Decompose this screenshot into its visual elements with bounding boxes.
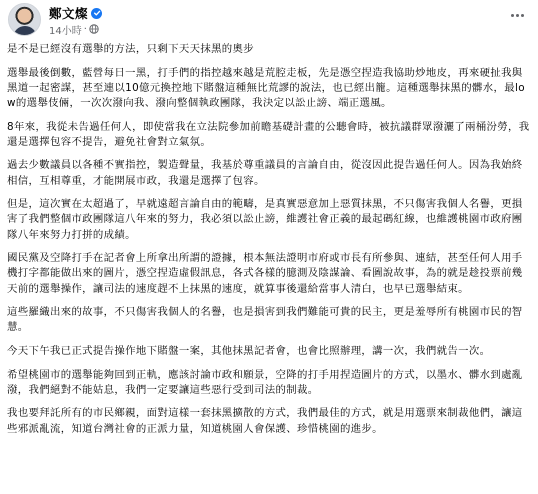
avatar[interactable] [8,3,41,36]
post-paragraph-6: 國民黨及空降打手在記者會上所拿出所謂的證據，根本無法證明市府或市長有所參與、連結，甚至任何人用手機打字都能做出來的圖片，憑空捏造虛假訊息，各式各樣的臆測及陰謀論、看圖說故事，為的就是趁投票前幾天前的選舉操作，讓司法的速度趕不上抹黑的速度，就算事後還給當事人清白，也早已選舉結束。 [7,252,523,295]
post-paragraph-4: 過去少數議員以各種不實指控，製造聲量，我基於尊重議員的言論自由，從沒因此提告過任何人。因為我始終相信，互相尊重，才能開展市政，我還是選擇了包容。 [7,159,523,187]
globe-icon[interactable] [89,24,99,34]
avatar-figure [13,26,37,36]
author-name[interactable]: 鄭文燦 [49,6,89,21]
meta-separator: · [83,23,87,35]
verified-badge-icon [91,8,102,19]
post-paragraph-2: 選舉最後倒數，藍營每日一黑，打手們的指控越來越是荒腔走板，先是憑空捏造我協助炒地皮，再來硬扯我與黑道一起密謀，甚至連以10億元換控地下賭盤這種無比荒謬的說法，也已經出籠。這種選舉抹黑的髒水，最low的選舉伎倆，一次次潑向我、潑向整個執政團隊，我決定以訟止謗、端正選風。 [7,66,525,109]
post-paragraph-1: 是不是已經沒有選舉的方法，只剩下天天抹黑的奧步 [7,43,255,55]
post-header [8,3,530,39]
more-options-icon[interactable] [506,7,528,23]
post-paragraph-9: 希望桃園市的選舉能夠回到正軌，應該討論市政和願景，空降的打手用捏造圖片的方式，以墨水、髒水到處亂潑，我們絕對不能姑息，我們一定要讓這些惡行受到司法的制裁。 [7,368,523,396]
author-row [49,5,102,21]
post-meta [49,22,99,36]
post-paragraph-7: 這些羅織出來的故事，不只傷害我個人的名譽，也是損害到我們難能可貴的民主，更是羞辱所有桃園市民的智慧。 [7,306,523,334]
post-paragraph-8: 今天下午我已正式提告操作地下賭盤一案，其他抹黑記者會，也會比照辦理，講一次，我們就告一次。 [7,344,491,357]
post-paragraph-3: 8年來，我從未告過任何人，即使當我在立法院參加前瞻基礎計畫的公聽會時，被抗議群眾潑灑了兩桶汾勞，我還是選擇包容不提告，避免社會對立氣氛。 [7,120,530,148]
post-paragraph-5: 但是，這次實在太超過了，早就遠超言論自由的範疇，是真實惡意加上惡質抹黑，不只傷害我個人名譽，更損害了我們整個市政團隊這八年來的努力，我必須以訟止謗，維護社會正義的最起碼紅線，也維護桃園市政府團隊八年來努力打拼的成績。 [7,198,523,241]
post-body [7,42,531,445]
post-timestamp[interactable]: 14小時 [49,25,82,37]
post-paragraph-10: 我也要拜託所有的市民鄉親，面對這樣一套抹黑擴散的方式，我們最佳的方式，就是用選票來制裁他們，讓這些邪派亂流，知道台灣社會的正派力量，知道桃園人會保護、珍惜桃園的進步。 [7,407,523,435]
